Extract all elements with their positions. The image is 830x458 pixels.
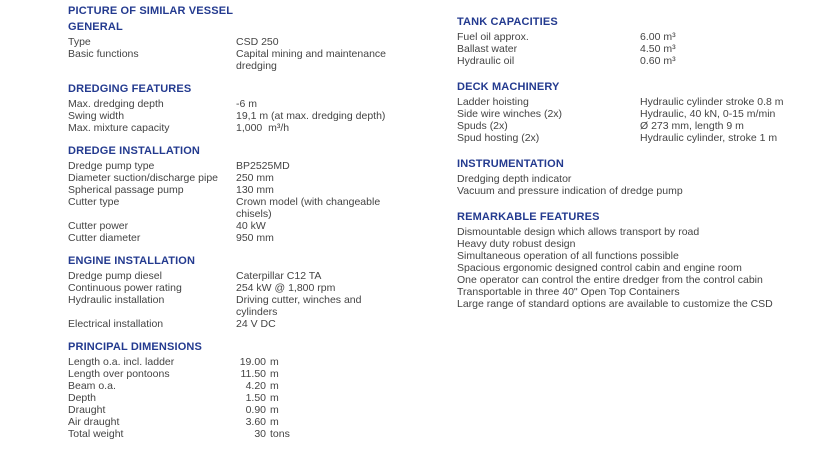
section-title: ENGINE INSTALLATION bbox=[68, 255, 196, 267]
spec-label: Cutter type bbox=[68, 196, 120, 208]
spec-row bbox=[68, 318, 398, 330]
section-deck-machinery bbox=[457, 81, 822, 144]
spec-row bbox=[68, 380, 398, 392]
spec-label: Spherical passage pump bbox=[68, 184, 184, 196]
spec-label: Length over pontoons bbox=[68, 368, 170, 380]
spec-value: Crown model (with changeable chisels) bbox=[236, 196, 384, 220]
section-dredging-features bbox=[68, 83, 398, 134]
section-dredge-installation bbox=[68, 145, 398, 244]
section-title: DECK MACHINERY bbox=[457, 81, 560, 93]
spec-label: Total weight bbox=[68, 428, 124, 440]
spec-row bbox=[68, 160, 398, 172]
spec-value: -6 m bbox=[236, 98, 257, 110]
feature-line: One operator can control the entire dredger from the control cabin bbox=[457, 274, 763, 286]
value-unit: m bbox=[270, 392, 279, 404]
spec-row bbox=[457, 43, 822, 55]
value-number: 11.50 bbox=[240, 368, 266, 380]
spec-row bbox=[457, 132, 822, 144]
spec-row bbox=[68, 392, 398, 404]
value-number: 4.20 bbox=[245, 380, 266, 392]
feature-line: Dredging depth indicator bbox=[457, 173, 572, 185]
spec-label: Electrical installation bbox=[68, 318, 164, 330]
value-unit: tons bbox=[270, 428, 290, 440]
section-title: GENERAL bbox=[68, 21, 123, 33]
spec-row bbox=[457, 250, 822, 262]
section-title: DREDGING FEATURES bbox=[68, 83, 192, 95]
spec-value: Ø 273 mm, length 9 m bbox=[640, 120, 744, 132]
section-general bbox=[68, 21, 398, 72]
value-unit: m bbox=[270, 356, 279, 368]
spec-label: Continuous power rating bbox=[68, 282, 182, 294]
spec-label: Spud hosting (2x) bbox=[457, 132, 540, 144]
spec-row bbox=[68, 368, 398, 380]
right-column bbox=[457, 0, 822, 324]
feature-line: Large range of standard options are available to customize the CSD bbox=[457, 298, 773, 310]
spec-row bbox=[68, 232, 398, 244]
spec-label: Spuds (2x) bbox=[457, 120, 508, 132]
value-unit: m bbox=[270, 416, 279, 428]
spec-value: 0.60 m³ bbox=[640, 55, 676, 67]
spec-row bbox=[68, 294, 398, 318]
value-number: 19.00 bbox=[239, 356, 266, 368]
spec-value: 19,1 m (at max. dredging depth) bbox=[236, 110, 386, 122]
spec-row bbox=[457, 55, 822, 67]
spec-label: Dredge pump type bbox=[68, 160, 155, 172]
section-title: PICTURE OF SIMILAR VESSEL bbox=[68, 5, 234, 17]
spec-value bbox=[236, 404, 398, 416]
spec-label: Hydraulic installation bbox=[68, 294, 165, 306]
section-picture-of-similar-vessel bbox=[68, 5, 398, 18]
spec-label: Hydraulic oil bbox=[457, 55, 515, 67]
section-remarkable-features bbox=[457, 211, 822, 310]
spec-row bbox=[68, 428, 398, 440]
spec-label: Max. dredging depth bbox=[68, 98, 164, 110]
spec-value: 24 V DC bbox=[236, 318, 276, 330]
spec-row bbox=[68, 98, 398, 110]
section-tank-capacities bbox=[457, 16, 822, 67]
spec-row bbox=[457, 120, 822, 132]
spec-value bbox=[236, 356, 398, 368]
spec-value: 250 mm bbox=[236, 172, 274, 184]
spec-row bbox=[68, 36, 398, 48]
spec-value bbox=[236, 380, 398, 392]
section-instrumentation bbox=[457, 158, 822, 197]
spec-label: Cutter diameter bbox=[68, 232, 141, 244]
spec-label: Air draught bbox=[68, 416, 120, 428]
spec-value: Driving cutter, winches and cylinders bbox=[236, 294, 365, 318]
spec-value: Caterpillar C12 TA bbox=[236, 270, 322, 282]
spec-row bbox=[457, 31, 822, 43]
spec-row bbox=[457, 286, 822, 298]
section-title: INSTRUMENTATION bbox=[457, 158, 564, 170]
feature-line: Transportable in three 40" Open Top Containers bbox=[457, 286, 680, 298]
spec-value: BP2525MD bbox=[236, 160, 290, 172]
left-column bbox=[68, 0, 398, 451]
spec-row bbox=[457, 185, 822, 197]
feature-line: Simultaneous operation of all functions possible bbox=[457, 250, 679, 262]
spec-row bbox=[457, 274, 822, 286]
spec-label: Max. mixture capacity bbox=[68, 122, 170, 134]
spec-row bbox=[457, 298, 822, 310]
spec-label: Draught bbox=[68, 404, 106, 416]
value-number: 0.90 bbox=[245, 404, 266, 416]
value-number: 3.60 bbox=[245, 416, 266, 428]
spec-row bbox=[68, 270, 398, 282]
spec-row bbox=[68, 404, 398, 416]
spec-row bbox=[68, 184, 398, 196]
spec-value bbox=[236, 368, 398, 380]
spec-value: 254 kW @ 1,800 rpm bbox=[236, 282, 336, 294]
spec-row bbox=[68, 356, 398, 368]
value-unit: m bbox=[270, 404, 279, 416]
spec-value: 950 mm bbox=[236, 232, 274, 244]
spec-label: Side wire winches (2x) bbox=[457, 108, 563, 120]
spec-label: Fuel oil approx. bbox=[457, 31, 529, 43]
spec-row bbox=[457, 226, 822, 238]
spec-label: Ladder hoisting bbox=[457, 96, 529, 108]
spec-label: Depth bbox=[68, 392, 97, 404]
feature-line: Spacious ergonomic designed control cabin and engine room bbox=[457, 262, 742, 274]
spec-label: Basic functions bbox=[68, 48, 139, 60]
spec-value: 4.50 m³ bbox=[640, 43, 676, 55]
spec-row bbox=[457, 96, 822, 108]
spec-value bbox=[236, 428, 398, 440]
spec-row bbox=[68, 48, 398, 72]
section-title: PRINCIPAL DIMENSIONS bbox=[68, 341, 202, 353]
value-unit: m bbox=[270, 368, 279, 380]
section-title: DREDGE INSTALLATION bbox=[68, 145, 200, 157]
spec-value: Hydraulic cylinder, stroke 1 m bbox=[640, 132, 778, 144]
spec-label: Beam o.a. bbox=[68, 380, 116, 392]
spec-value: 6.00 m³ bbox=[640, 31, 676, 43]
spec-row bbox=[457, 238, 822, 250]
feature-line: Vacuum and pressure indication of dredge pump bbox=[457, 185, 683, 197]
spec-value: Hydraulic, 40 kN, 0-15 m/min bbox=[640, 108, 776, 120]
value-unit: m bbox=[270, 380, 279, 392]
spec-value: Capital mining and maintenance dredging bbox=[236, 48, 389, 72]
spec-row bbox=[68, 220, 398, 232]
spec-row bbox=[68, 122, 398, 134]
spec-label: Diameter suction/discharge pipe bbox=[68, 172, 218, 184]
spec-label: Swing width bbox=[68, 110, 125, 122]
feature-line: Dismountable design which allows transport by road bbox=[457, 226, 700, 238]
spec-value: 130 mm bbox=[236, 184, 274, 196]
spec-row bbox=[68, 416, 398, 428]
spec-row bbox=[457, 173, 822, 185]
spec-row bbox=[457, 108, 822, 120]
spec-label: Dredge pump diesel bbox=[68, 270, 162, 282]
spec-label: Ballast water bbox=[457, 43, 518, 55]
section-engine-installation bbox=[68, 255, 398, 330]
feature-line: Heavy duty robust design bbox=[457, 238, 576, 250]
section-principal-dimensions bbox=[68, 341, 398, 440]
value-number: 1.50 bbox=[245, 392, 266, 404]
spec-row bbox=[68, 282, 398, 294]
spec-row bbox=[68, 110, 398, 122]
spec-label: Type bbox=[68, 36, 91, 48]
spec-label: Length o.a. incl. ladder bbox=[68, 356, 175, 368]
spec-value: 40 kW bbox=[236, 220, 266, 232]
spec-row bbox=[68, 196, 398, 220]
spec-label: Cutter power bbox=[68, 220, 129, 232]
spec-value: CSD 250 bbox=[236, 36, 279, 48]
spec-value bbox=[236, 416, 398, 428]
section-title: TANK CAPACITIES bbox=[457, 16, 558, 28]
spec-row bbox=[68, 172, 398, 184]
section-title: REMARKABLE FEATURES bbox=[457, 211, 600, 223]
spec-row bbox=[457, 262, 822, 274]
spec-value: 1,000 m³/h bbox=[236, 122, 290, 134]
spec-value: Hydraulic cylinder stroke 0.8 m bbox=[640, 96, 784, 108]
spec-value bbox=[236, 392, 398, 404]
value-number: 30 bbox=[254, 428, 266, 440]
